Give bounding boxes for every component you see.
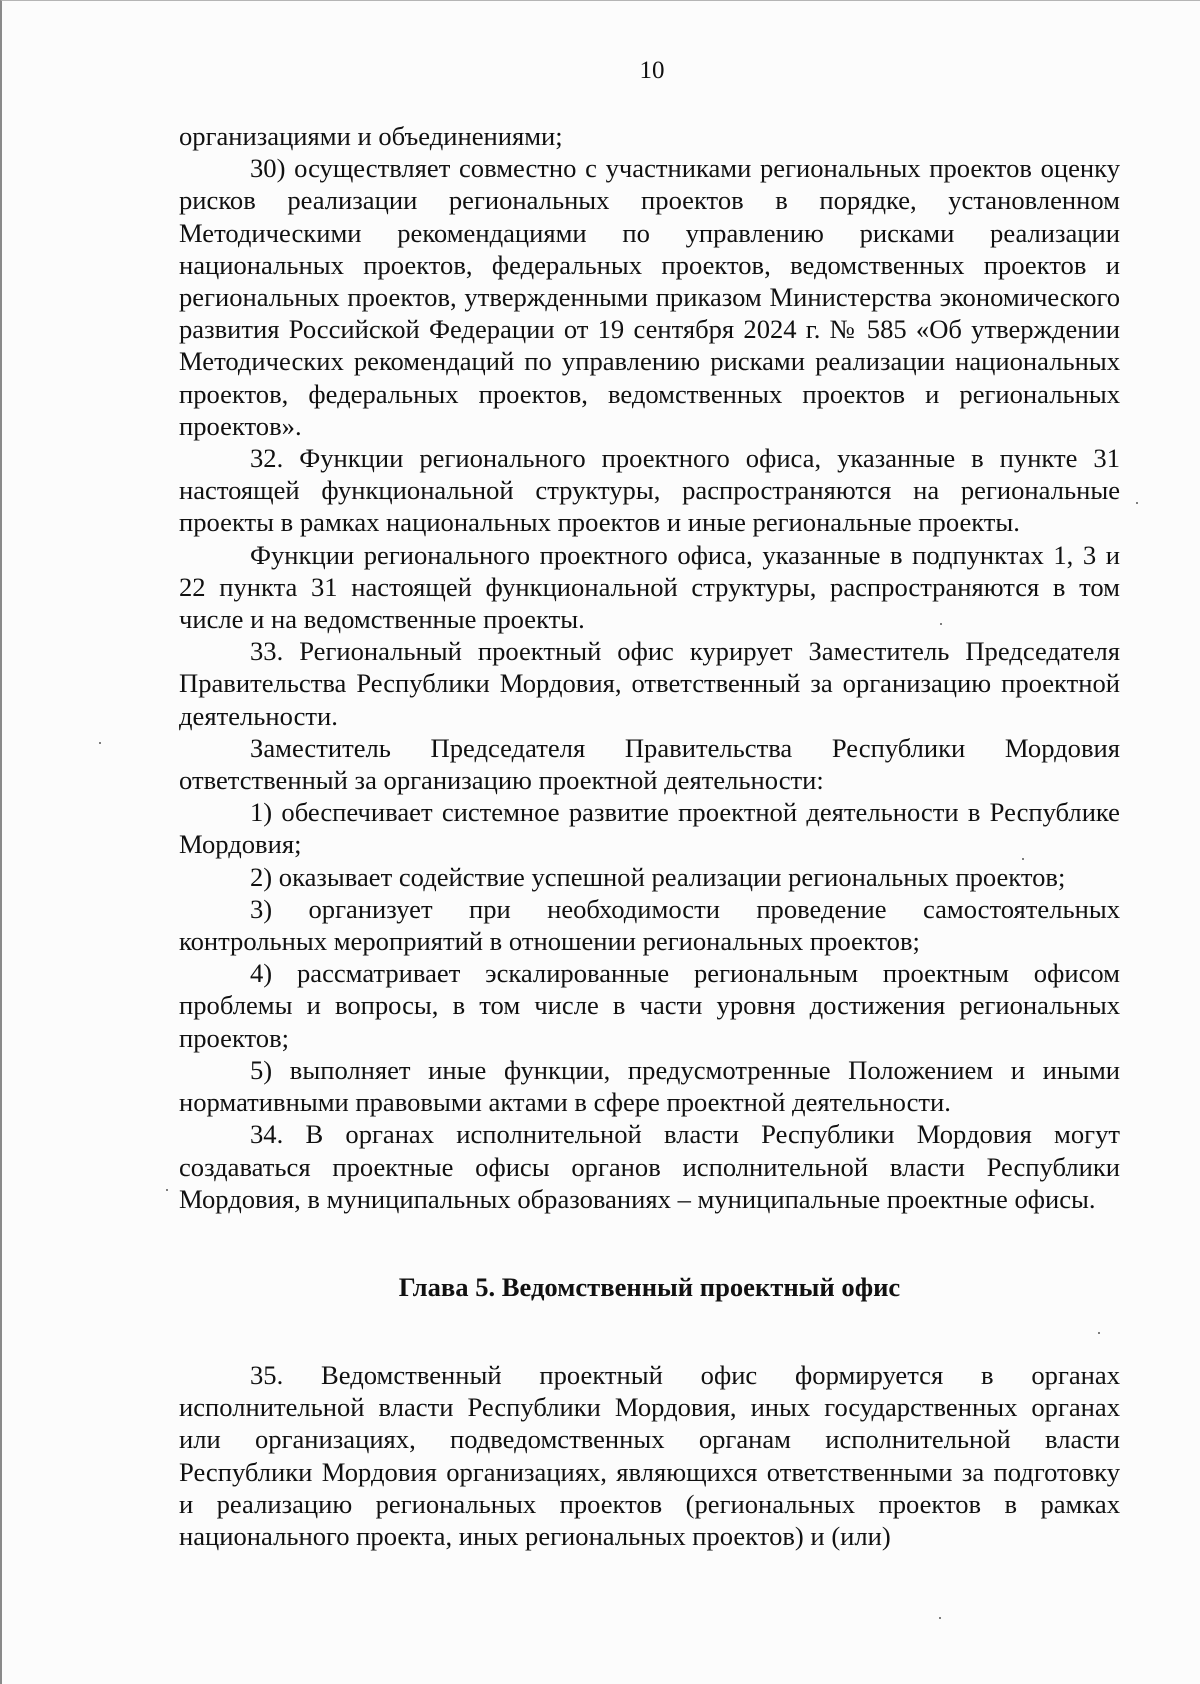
paragraph: Заместитель Председателя Правительства Республики Мордовия ответственный за организацию проектной деятельности: (179, 732, 1120, 796)
paragraph: 30) осуществляет совместно с участниками региональных проектов оценку рисков реализации региональных проектов в порядке, установленном Методическими рекомендациями по управлению рисками реализации национальных проектов, федеральных проектов, ведомственных проектов и региональных проектов, утвержденными приказом Министерства экономического развития Российской Федерации от 19 сентября 2024 г. № 585 «Об утверждении Методических рекомендаций по управлению рисками реализации национальных проектов, федеральных проектов, ведомственных проектов и региональных проектов». (179, 153, 1120, 441)
paragraph: 5) выполняет иные функции, предусмотренные Положением и иными нормативными правовыми актами в сфере проектной деятельности. (179, 1054, 1120, 1118)
scan-speck (166, 1189, 168, 1191)
paragraph: 1) обеспечивает системное развитие проектной деятельности в Республике Мордовия; (179, 797, 1120, 860)
scan-speck (1098, 1332, 1100, 1334)
paragraph: Функции регионального проектного офиса, указанные в подпунктах 1, 3 и 22 пункта 31 настоящей функциональной структуры, распространяются в том числе и на ведомственные проекты. (179, 539, 1120, 635)
scan-speck (1136, 502, 1138, 504)
scan-speck (1022, 858, 1024, 860)
document-body (179, 120, 1120, 1552)
paragraph: 2) оказывает содействие успешной реализации региональных проектов; (250, 861, 1066, 892)
paragraph: 4) рассматривает эскалированные региональным проектным офисом проблемы и вопросы, в том числе в части уровня достижения региональных проектов; (179, 958, 1120, 1053)
paragraph: 32. Функции регионального проектного офиса, указанные в пункте 31 настоящей функциональной структуры, распространяются на региональные проекты в рамках национальных проектов и иные региональные проекты. (179, 443, 1120, 538)
paragraph: организациями и объединениями; (179, 121, 563, 151)
paragraph: 34. В органах исполнительной власти Республики Мордовия могут создаваться проектные офисы органов исполнительной власти Республики Мордовия, в муниципальных образованиях – муниципальные проектные офисы. (179, 1119, 1120, 1214)
scan-speck (99, 742, 101, 744)
paragraph: 35. Ведомственный проектный офис формируется в органах исполнительной власти Республики Мордовия, иных государственных органах или организациях, подведомственных органам исполнительной власти Республики Мордовия организациях, являющихся ответственными за подготовку и реализацию региональных проектов (региональных проектов в рамках национального проекта, иных региональных проектов) и (или) (179, 1359, 1120, 1551)
paragraphs-before-heading (179, 120, 1120, 1215)
paragraph: 3) организует при необходимости проведение самостоятельных контрольных мероприятий в отношении региональных проектов; (179, 893, 1120, 957)
page-number: 10 (639, 57, 665, 84)
scan-speck (939, 1617, 941, 1619)
paragraphs-after-heading (179, 1359, 1120, 1552)
paragraph: 33. Региональный проектный офис курирует Заместитель Председателя Правительства Республики Мордовия, ответственный за организацию проектной деятельности. (179, 636, 1120, 731)
chapter-heading: Глава 5. Ведомственный проектный офис (398, 1271, 901, 1302)
scan-speck (940, 623, 942, 625)
